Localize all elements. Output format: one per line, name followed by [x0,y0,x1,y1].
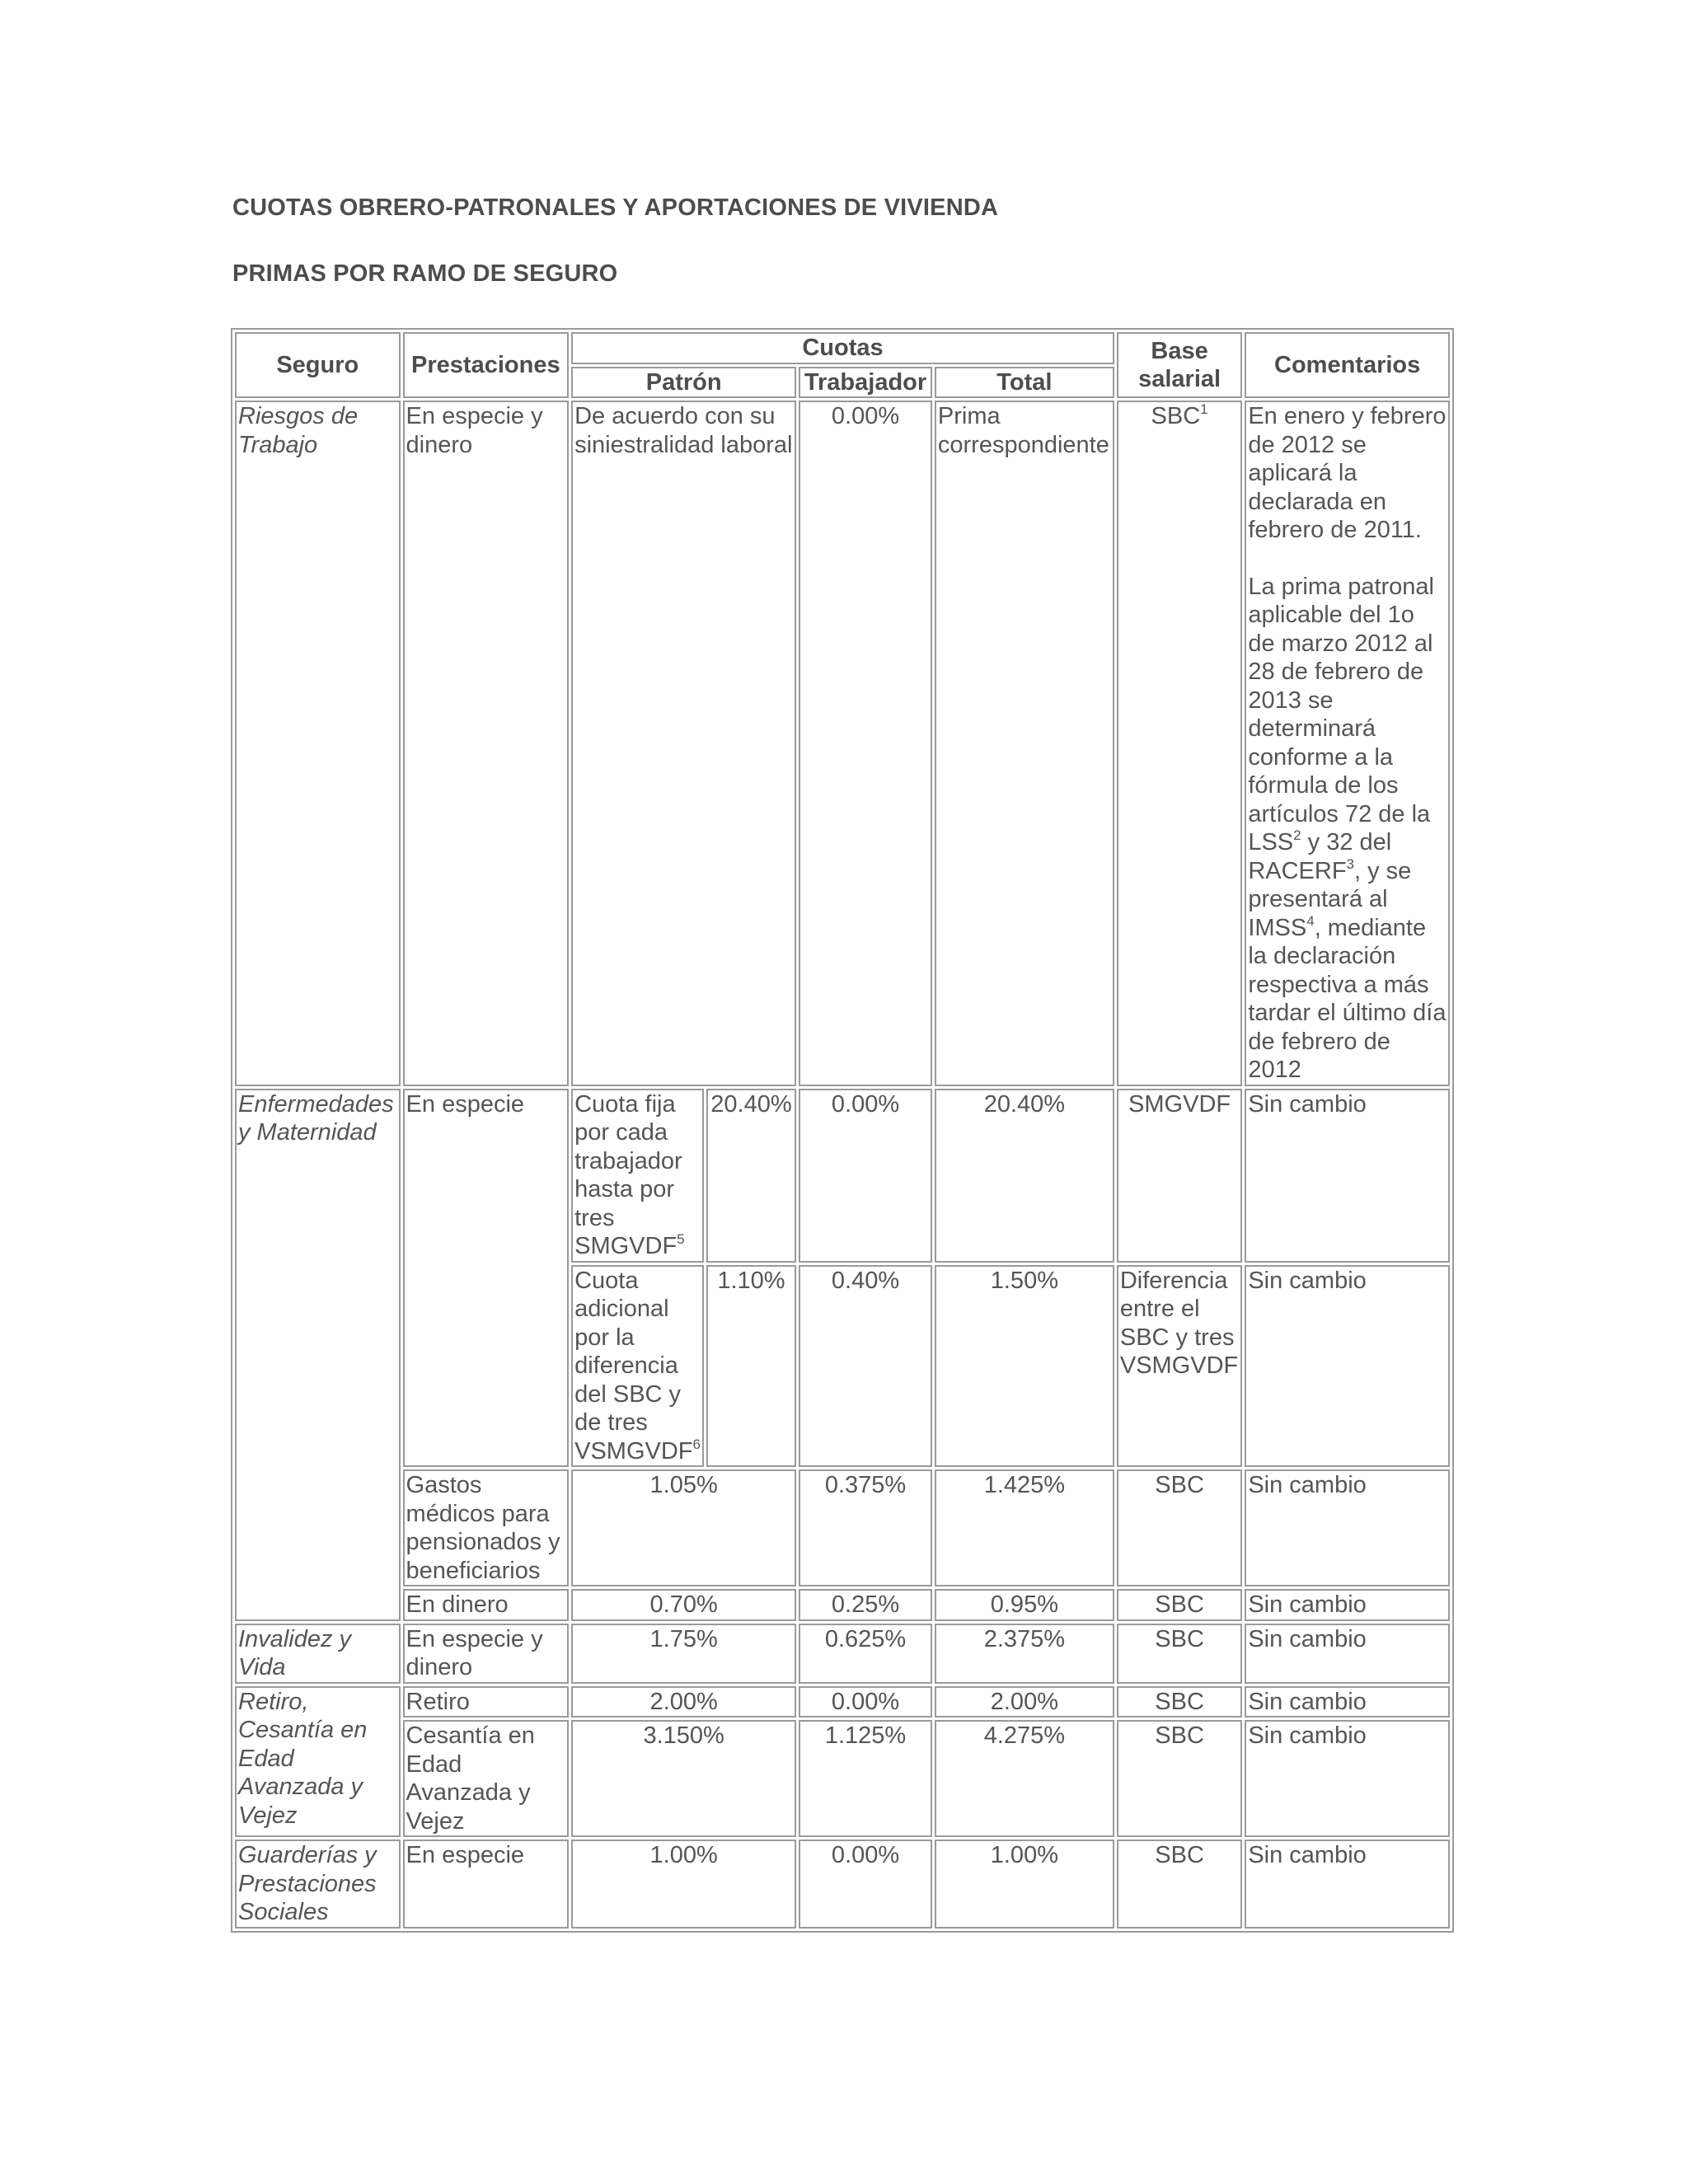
comentarios-cell: Sin cambio [1245,1469,1450,1586]
base-cell [1117,401,1242,1086]
prestaciones-cell: En especie [403,1089,570,1468]
prestaciones-cell: En especie y dinero [403,401,570,1086]
header-trabajador: Trabajador [799,367,932,399]
comentarios-cell: Sin cambio [1245,1686,1450,1718]
total-cell: 2.00% [935,1686,1114,1718]
table-row [235,1624,1450,1684]
trabajador-cell: 0.40% [799,1265,932,1468]
header-comentarios: Comentarios [1245,332,1450,398]
cuota-desc-cell: Cuota fija por cada trabajador hasta por tres SMGVDF$^5$ [571,1089,704,1263]
table-row [235,1720,1450,1837]
total-cell: 2.375% [935,1624,1114,1684]
prestaciones-cell: En dinero [403,1589,570,1621]
footnote-ref: 2 [1293,827,1301,843]
patron-cell: 1.10% [706,1265,796,1468]
page-title: CUOTAS OBRERO-PATRONALES Y APORTACIONES DE VIVIENDA [232,194,999,221]
total-cell: 1.00% [935,1840,1114,1929]
footnote-ref: 6 [692,1436,701,1452]
base-cell: SMGVDF [1117,1089,1242,1263]
footnote-ref: 5 [677,1231,685,1247]
table-row [235,1840,1450,1929]
patron-cell: 0.70% [571,1589,796,1621]
table-row [235,401,1450,1086]
total-cell: Prima correspondiente [935,401,1114,1086]
trabajador-cell: 0.00% [799,1089,932,1263]
comment-paragraph: La prima patronal aplicable del 1o de marzo 2012 al 28 de febrero de 2013 se determinará conforme a la fórmula de los artículos 72 de la LSS$^2$ y 32 del RACERF$^3$, y se presentará al IMSS$^4$, mediante la declaración respectiva a más tardar el último día de febrero de 2012 [1248,573,1447,1083]
trabajador-cell: 0.00% [799,1840,932,1929]
cuota-desc-cell: Cuota adicional por la diferencia del SBC y de tres VSMGVDF$^6$ [571,1265,704,1468]
trabajador-cell: 0.375% [799,1469,932,1586]
header-prestaciones: Prestaciones [403,332,570,398]
seguro-enfermedades: Enfermedades y Maternidad [235,1089,401,1621]
comentarios-cell: Sin cambio [1245,1265,1450,1468]
comentarios-cell: Sin cambio [1245,1089,1450,1263]
base-cell: SBC [1117,1686,1242,1718]
table-row [235,1089,1450,1263]
patron-cell: 1.05% [571,1469,796,1586]
comentarios-cell: Sin cambio [1245,1720,1450,1837]
prestaciones-cell: En especie y dinero [403,1624,570,1684]
total-cell: 1.425% [935,1469,1114,1586]
trabajador-cell: 0.625% [799,1624,932,1684]
trabajador-cell: 1.125% [799,1720,932,1837]
comment-paragraph: En enero y febrero de 2012 se aplicará la declarada en febrero de 2011. [1248,403,1447,543]
prestaciones-cell: Cesantía en Edad Avanzada y Vejez [403,1720,570,1837]
total-cell: 0.95% [935,1589,1114,1621]
base-cell: SBC [1117,1469,1242,1586]
prestaciones-cell: Retiro [403,1686,570,1718]
prestaciones-cell: Gastos médicos para pensionados y beneficiarios [403,1469,570,1586]
patron-cell: 1.00% [571,1840,796,1929]
section-title: PRIMAS POR RAMO DE SEGURO [232,260,618,287]
base-cell: SBC [1117,1624,1242,1684]
seguro-retiro: Retiro, Cesantía en Edad Avanzada y Vejez [235,1686,401,1838]
header-base-salarial: Base salarial [1117,332,1242,398]
footnote-ref: 4 [1306,912,1315,929]
base-cell: SBC [1117,1589,1242,1621]
patron-cell: 2.00% [571,1686,796,1718]
total-cell: 4.275% [935,1720,1114,1837]
comentarios-cell: Sin cambio [1245,1589,1450,1621]
comentarios-cell [1245,401,1450,1086]
base-cell: Diferencia entre el SBC y tres VSMGVDF [1117,1265,1242,1468]
table-row [235,1686,1450,1718]
total-cell: 1.50% [935,1265,1114,1468]
patron-cell: De acuerdo con su siniestralidad laboral [571,401,796,1086]
comentarios-cell: Sin cambio [1245,1624,1450,1684]
prestaciones-cell: En especie [403,1840,570,1929]
table-row [235,1589,1450,1621]
comentarios-cell: Sin cambio [1245,1840,1450,1929]
seguro-riesgos: Riesgos de Trabajo [235,401,401,1086]
patron-cell: 3.150% [571,1720,796,1837]
seguro-guarderias: Guarderías y Prestaciones Sociales [235,1840,401,1929]
header-cuotas: Cuotas [571,332,1114,364]
base-cell: SBC [1117,1720,1242,1837]
header-patron: Patrón [571,367,796,399]
patron-cell: 20.40% [706,1089,796,1263]
seguro-invalidez: Invalidez y Vida [235,1624,401,1684]
trabajador-cell: 0.25% [799,1589,932,1621]
table-row [235,1469,1450,1586]
patron-cell: 1.75% [571,1624,796,1684]
header-row [235,332,1450,364]
header-total: Total [935,367,1114,399]
total-cell: 20.40% [935,1089,1114,1263]
trabajador-cell: 0.00% [799,1686,932,1718]
footnote-ref: 3 [1346,855,1355,872]
primas-table [231,328,1454,1933]
header-seguro: Seguro [235,332,401,398]
trabajador-cell: 0.00% [799,401,932,1086]
footnote-ref: 1 [1200,401,1208,417]
base-cell: SBC [1117,1840,1242,1929]
base-text: SBC [1151,403,1201,429]
